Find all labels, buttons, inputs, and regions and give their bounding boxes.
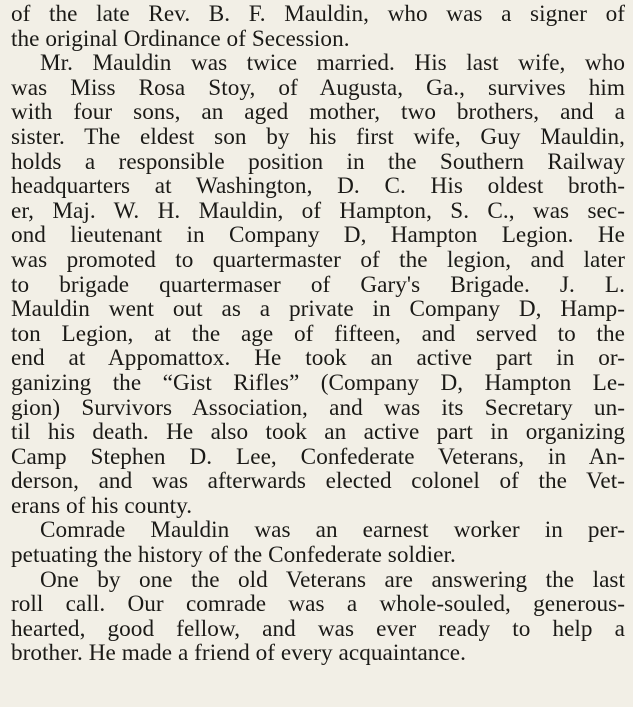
- text-line: er, Maj. W. H. Mauldin, of Hampton, S. C., was sec-: [11, 197, 625, 224]
- text-line: Mr. Mauldin was twice married. His last wife, who: [40, 50, 625, 77]
- text-line: petuating the history of the Confederate soldier.: [11, 542, 456, 569]
- text-line: Camp Stephen D. Lee, Confederate Veterans, in An-: [11, 443, 625, 470]
- text-line: sister. The eldest son by his first wife, Guy Mauldin,: [11, 123, 625, 150]
- text-line: ganizing the “Gist Rifles” (Company D, Hampton Le-: [11, 369, 625, 396]
- text-line: holds a responsible position in the Southern Railway: [11, 148, 625, 175]
- text-line: roll call. Our comrade was a whole-souled, generous-: [11, 591, 625, 618]
- text-line: ton Legion, at the age of fifteen, and served to the: [11, 320, 625, 347]
- text-line: headquarters at Washington, D. C. His oldest broth-: [11, 173, 625, 200]
- article-text: [11, 2, 625, 666]
- text-line: with four sons, an aged mother, two brothers, and a: [11, 99, 625, 126]
- text-line: One by one the old Veterans are answering the last: [40, 566, 625, 593]
- text-line: the original Ordinance of Secession.: [11, 25, 350, 52]
- text-line: of the late Rev. B. F. Mauldin, who was a signer of: [11, 1, 625, 27]
- text-line: was promoted to quartermaster of the legion, and later: [11, 246, 625, 273]
- text-line: derson, and was afterwards elected colonel of the Vet-: [11, 468, 625, 495]
- text-line: erans of his county.: [11, 492, 193, 519]
- text-line: ond lieutenant in Company D, Hampton Legion. He: [11, 222, 625, 249]
- text-line: til his death. He also took an active part in organizing: [11, 419, 625, 446]
- text-line: end at Appomattox. He took an active part in or-: [11, 345, 625, 372]
- text-line: Mauldin went out as a private in Company D, Hamp-: [11, 296, 625, 323]
- text-line: to brigade quartermaser of Gary's Brigade. J. L.: [11, 271, 625, 298]
- text-line: brother. He made a friend of every acquaintance.: [11, 640, 466, 667]
- text-line: hearted, good fellow, and was ever ready to help a: [11, 615, 625, 642]
- text-line: Comrade Mauldin was an earnest worker in per-: [40, 517, 625, 544]
- text-line: gion) Survivors Association, and was its Secretary un-: [11, 394, 625, 421]
- text-line: was Miss Rosa Stoy, of Augusta, Ga., survives him: [11, 74, 625, 101]
